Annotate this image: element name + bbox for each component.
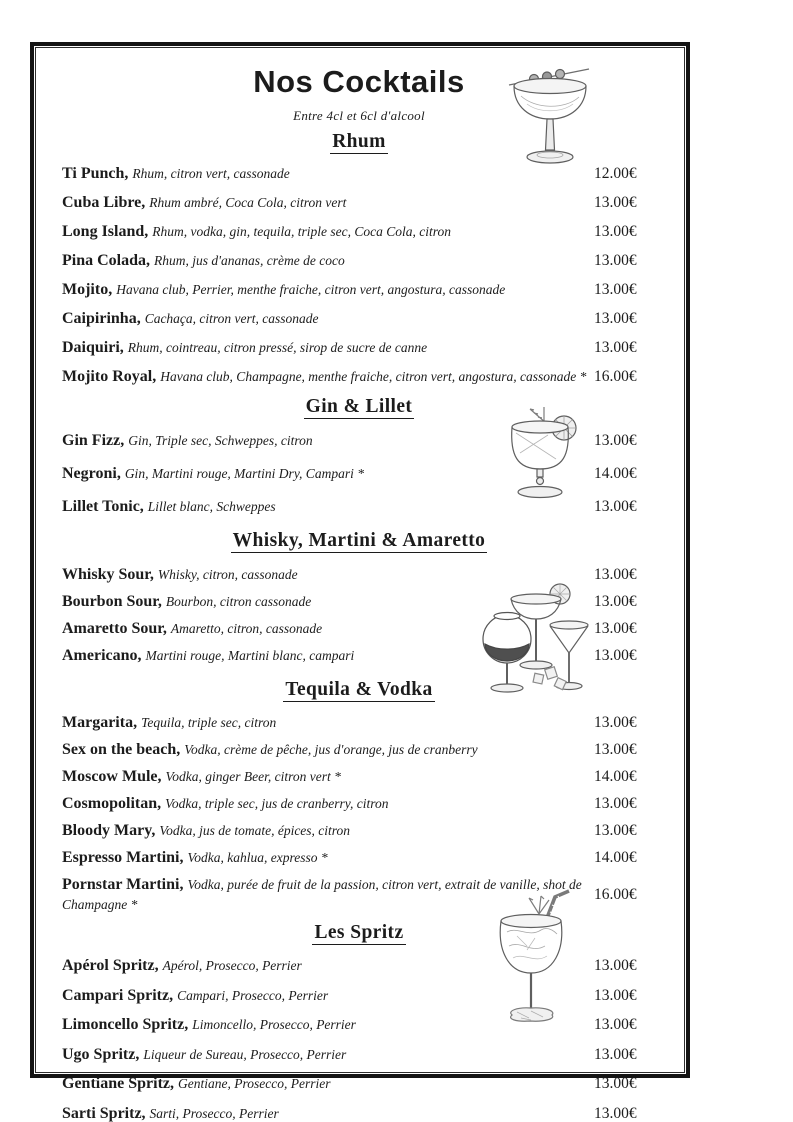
menu-item-price: 13.00€ — [594, 647, 637, 664]
menu-item-text — [62, 740, 590, 760]
menu-item-description: Lillet blanc, Schweppes — [147, 499, 276, 514]
menu-item-name: Sarti Spritz, — [62, 1104, 146, 1122]
menu-item-name: Moscow Mule, — [62, 768, 162, 785]
section-items — [62, 431, 656, 517]
menu-item-name: Bloody Mary, — [62, 822, 156, 839]
menu-item-description: Vodka, jus de tomate, épices, citron — [159, 823, 351, 838]
menu-item-text — [62, 767, 590, 787]
menu-item-name: Campari Spritz, — [62, 986, 174, 1004]
menu-item-text — [62, 875, 590, 915]
menu-item-row — [62, 646, 656, 666]
menu-item-name: Negroni, — [62, 465, 121, 482]
menu-item-description: Tequila, triple sec, citron — [141, 715, 277, 730]
menu-item-description: Cachaça, citron vert, cassonade — [144, 311, 319, 326]
menu-item-price: 13.00€ — [594, 1104, 637, 1122]
menu-section — [62, 131, 656, 387]
menu-item-description: Rhum ambré, Coca Cola, citron vert — [149, 195, 347, 210]
menu-item-description: Sarti, Prosecco, Perrier — [149, 1105, 279, 1121]
menu-item-price: 14.00€ — [594, 465, 637, 482]
menu-item-price: 13.00€ — [594, 281, 637, 298]
menu-item-text — [62, 713, 590, 733]
section-items — [62, 164, 656, 387]
menu-item-name: Limoncello Spritz, — [62, 1016, 189, 1033]
menu-item-text — [62, 193, 590, 213]
page-subtitle: Entre 4cl et 6cl d'alcool — [293, 108, 425, 123]
menu-item-price: 13.00€ — [594, 1045, 637, 1063]
menu-item-name: Apérol Spritz, — [62, 957, 159, 974]
menu-item-description: Vodka, kahlua, expresso * — [187, 850, 328, 865]
menu-item-price: 14.00€ — [594, 849, 637, 866]
menu-item-name: Gin Fizz, — [62, 432, 125, 449]
section-heading: Whisky, Martini & Amaretto — [232, 530, 486, 551]
menu-item-price: 13.00€ — [594, 194, 637, 211]
section-items — [62, 956, 656, 1122]
menu-item-text — [62, 956, 590, 976]
menu-item-description: Rhum, citron vert, cassonade — [132, 166, 290, 181]
menu-item-description: Vodka, triple sec, jus de cranberry, citron — [165, 796, 389, 811]
menu-item-price: 13.00€ — [594, 252, 637, 269]
menu-item-text — [62, 1015, 590, 1035]
menu-item-row — [62, 713, 656, 733]
menu-item-row — [62, 222, 656, 242]
menu-item-row — [62, 367, 656, 387]
menu-item-row — [62, 821, 656, 841]
menu-item-price: 13.00€ — [594, 741, 637, 758]
menu-item-text — [62, 848, 590, 868]
menu-item-row — [62, 875, 656, 915]
menu-item-text — [62, 222, 590, 242]
menu-item-row — [62, 1104, 656, 1122]
menu-item-price: 13.00€ — [594, 223, 637, 240]
section-heading: Les Spritz — [314, 922, 404, 943]
menu-item-name: Ugo Spritz, — [62, 1045, 140, 1063]
menu-item-row — [62, 619, 656, 639]
menu-content — [34, 46, 686, 1122]
menu-item-text — [62, 497, 590, 517]
menu-item-name: Ti Punch, — [62, 165, 129, 182]
menu-item-text — [62, 1074, 590, 1094]
menu-section — [62, 679, 656, 915]
menu-item-description: Vodka, ginger Beer, citron vert * — [165, 769, 341, 784]
menu-item-price: 13.00€ — [594, 714, 637, 731]
menu-item-row — [62, 767, 656, 787]
menu-item-description: Liqueur de Sureau, Prosecco, Perrier — [143, 1046, 347, 1062]
menu-item-description: Havana club, Perrier, menthe fraiche, citron vert, angostura, cassonade — [116, 282, 506, 297]
menu-border-frame — [30, 42, 690, 1122]
menu-item-text — [62, 1045, 590, 1065]
menu-item-row — [62, 164, 656, 184]
menu-item-row — [62, 794, 656, 814]
menu-item-row — [62, 986, 656, 1006]
menu-item-price: 13.00€ — [594, 1075, 637, 1092]
menu-item-row — [62, 309, 656, 329]
menu-item-name: Lillet Tonic, — [62, 498, 144, 515]
menu-item-text — [62, 565, 590, 585]
menu-item-name: Whisky Sour, — [62, 566, 154, 583]
menu-item-text — [62, 431, 590, 451]
menu-item-description: Gentiane, Prosecco, Perrier — [178, 1076, 331, 1091]
menu-item-description: Gin, Triple sec, Schweppes, citron — [128, 433, 313, 448]
menu-item-text — [62, 794, 590, 814]
menu-item-price: 14.00€ — [594, 768, 637, 785]
menu-item-row — [62, 280, 656, 300]
section-items — [62, 565, 656, 666]
menu-item-description: Havana club, Champagne, menthe fraiche, citron vert, angostura, cassonade * — [160, 369, 587, 384]
menu-item-price: 13.00€ — [594, 310, 637, 327]
menu-item-name: Americano, — [62, 647, 142, 664]
menu-item-row — [62, 740, 656, 760]
menu-item-price: 13.00€ — [594, 566, 637, 583]
menu-item-description: Campari, Prosecco, Perrier — [177, 987, 329, 1003]
menu-item-price: 13.00€ — [594, 957, 637, 974]
menu-item-text — [62, 251, 590, 271]
menu-item-price: 16.00€ — [594, 886, 637, 903]
menu-item-description: Vodka, purée de fruit de la passion, citron vert, extrait de vanille, shot de Champagne * — [62, 877, 582, 912]
menu-item-text — [62, 1104, 590, 1122]
menu-item-row — [62, 338, 656, 358]
menu-item-description: Rhum, vodka, gin, tequila, triple sec, Coca Cola, citron — [152, 224, 451, 239]
menu-item-price: 12.00€ — [594, 165, 637, 182]
menu-item-name: Cosmopolitan, — [62, 795, 162, 812]
menu-item-text — [62, 619, 590, 639]
menu-item-name: Sex on the beach, — [62, 741, 181, 758]
menu-item-row — [62, 464, 656, 484]
menu-item-text — [62, 309, 590, 329]
menu-item-name: Long Island, — [62, 223, 149, 240]
menu-item-name: Pina Colada, — [62, 252, 151, 269]
menu-item-description: Gin, Martini rouge, Martini Dry, Campari * — [124, 466, 364, 481]
menu-item-text — [62, 646, 590, 666]
menu-item-text — [62, 986, 590, 1006]
menu-item-text — [62, 164, 590, 184]
menu-item-price: 13.00€ — [594, 822, 637, 839]
menu-item-text — [62, 464, 590, 484]
menu-item-price: 13.00€ — [594, 1016, 637, 1033]
menu-item-name: Margarita, — [62, 714, 138, 731]
section-heading: Tequila & Vodka — [285, 679, 433, 700]
menu-item-description: Bourbon, citron cassonade — [165, 594, 312, 609]
menu-sections — [62, 131, 656, 1122]
menu-item-text — [62, 280, 590, 300]
menu-item-description: Whisky, citron, cassonade — [157, 567, 298, 582]
menu-section — [62, 396, 656, 517]
menu-item-description: Limoncello, Prosecco, Perrier — [192, 1017, 356, 1032]
menu-item-row — [62, 956, 656, 976]
menu-item-description: Rhum, cointreau, citron pressé, sirop de sucre de canne — [127, 340, 428, 355]
menu-item-row — [62, 592, 656, 612]
menu-item-description: Vodka, crème de pêche, jus d'orange, jus de cranberry — [184, 742, 478, 757]
menu-item-text — [62, 338, 590, 358]
section-heading: Gin & Lillet — [305, 396, 413, 417]
menu-item-row — [62, 431, 656, 451]
menu-item-price: 16.00€ — [594, 368, 637, 385]
menu-item-row — [62, 1015, 656, 1035]
menu-item-price: 13.00€ — [594, 986, 637, 1004]
section-heading: Rhum — [332, 131, 386, 152]
menu-item-name: Cuba Libre, — [62, 194, 146, 211]
menu-item-row — [62, 497, 656, 517]
menu-item-description: Rhum, jus d'ananas, crème de coco — [154, 253, 345, 268]
menu-item-name: Pornstar Martini, — [62, 876, 184, 893]
menu-item-description: Martini rouge, Martini blanc, campari — [145, 648, 355, 663]
menu-section — [62, 530, 656, 666]
menu-item-name: Espresso Martini, — [62, 849, 184, 866]
menu-item-row — [62, 565, 656, 585]
menu-item-price: 13.00€ — [594, 620, 637, 637]
menu-item-name: Bourbon Sour, — [62, 593, 162, 610]
menu-item-row — [62, 193, 656, 213]
menu-item-row — [62, 1074, 656, 1094]
menu-item-name: Mojito Royal, — [62, 368, 157, 385]
menu-item-row — [62, 1045, 656, 1065]
menu-item-name: Caipirinha, — [62, 310, 141, 327]
menu-item-text — [62, 367, 590, 387]
menu-section — [62, 922, 656, 1122]
menu-item-price: 13.00€ — [594, 339, 637, 356]
page-title: Nos Cocktails — [253, 64, 465, 99]
menu-item-price: 13.00€ — [594, 593, 637, 610]
menu-item-text — [62, 821, 590, 841]
menu-item-name: Daiquiri, — [62, 339, 124, 356]
menu-item-price: 13.00€ — [594, 498, 637, 515]
menu-item-name: Amaretto Sour, — [62, 620, 167, 637]
menu-item-description: Amaretto, citron, cassonade — [170, 621, 323, 636]
menu-item-row — [62, 251, 656, 271]
menu-item-price: 13.00€ — [594, 432, 637, 449]
menu-item-name: Gentiane Spritz, — [62, 1075, 174, 1092]
section-items — [62, 713, 656, 915]
menu-item-row — [62, 848, 656, 868]
menu-item-name: Mojito, — [62, 281, 113, 298]
menu-item-text — [62, 592, 590, 612]
menu-item-description: Apérol, Prosecco, Perrier — [162, 958, 302, 973]
menu-item-price: 13.00€ — [594, 795, 637, 812]
